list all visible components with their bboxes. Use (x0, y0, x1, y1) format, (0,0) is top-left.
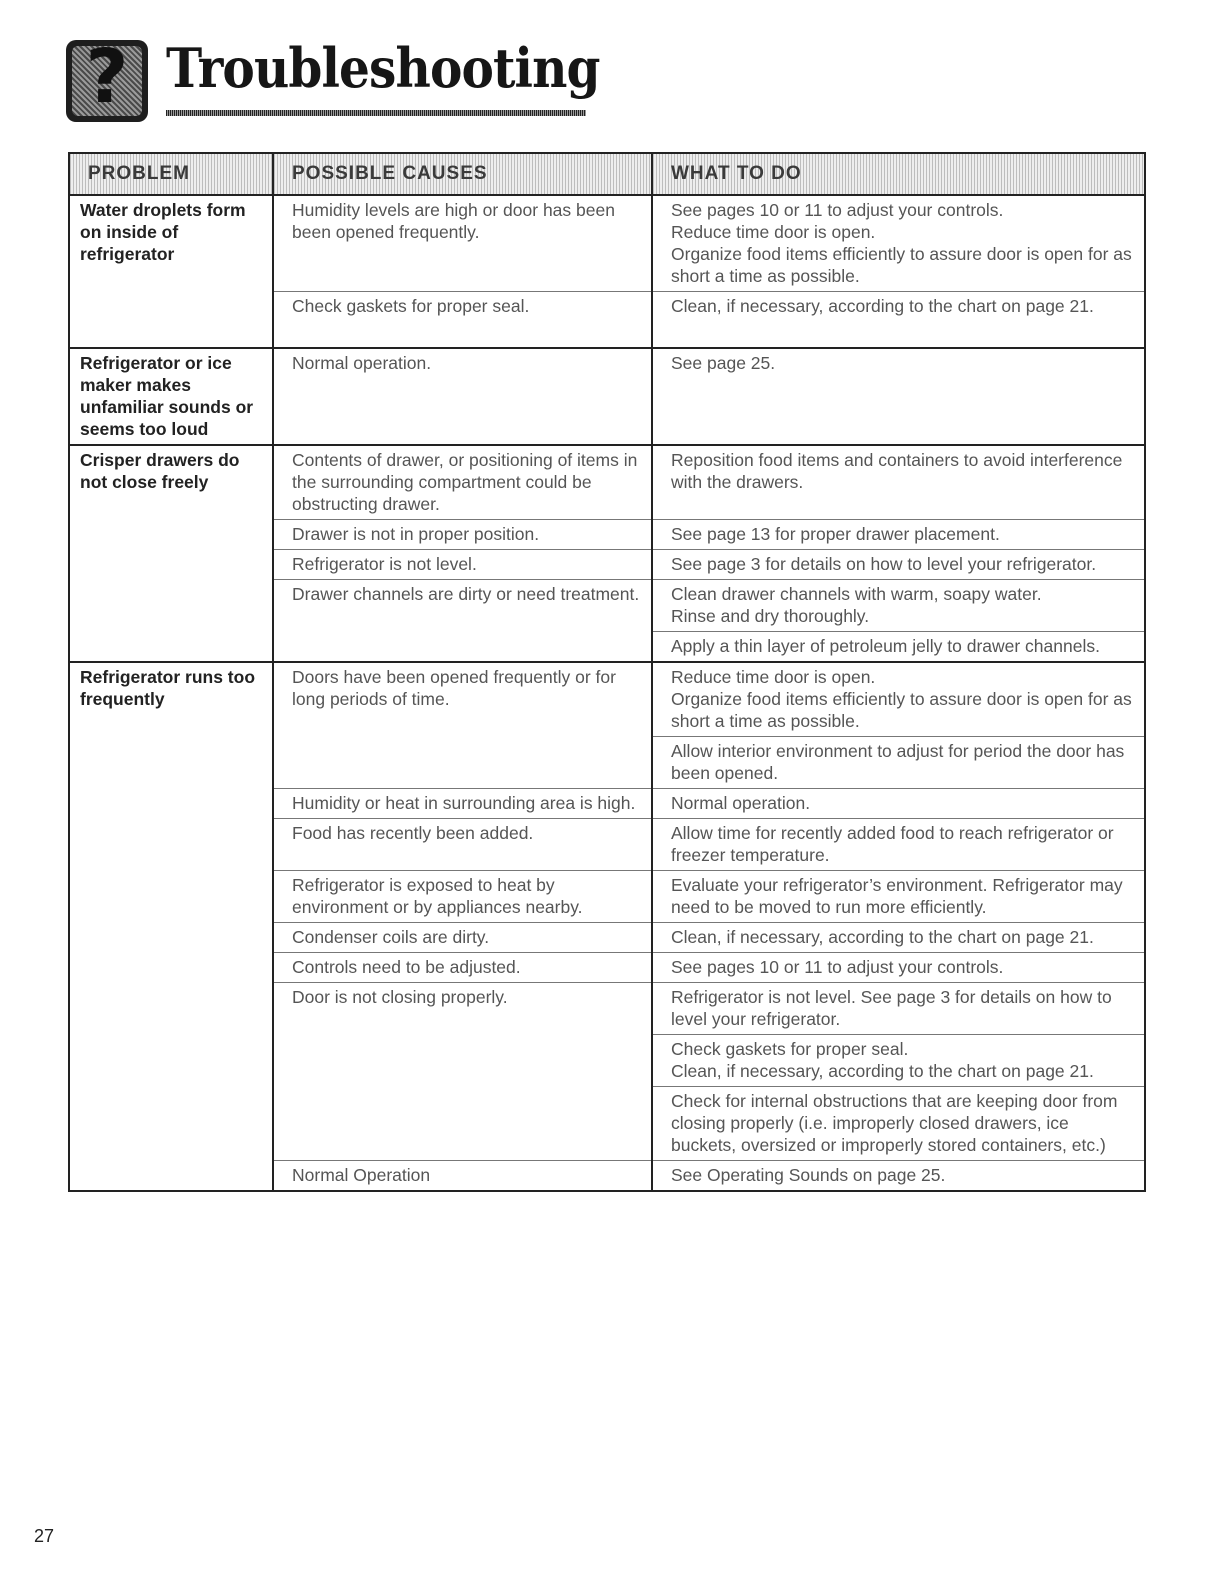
table-row (69, 445, 1145, 520)
todo-cell: Refrigerator is not level. See page 3 for details on how to level your refrigerator. (652, 983, 1145, 1035)
table-row (69, 348, 1145, 445)
cause-cell: Normal operation. (273, 348, 652, 445)
cause-cell: Refrigerator is exposed to heat by environment or by appliances nearby. (273, 871, 652, 923)
page-number: 27 (34, 1526, 55, 1546)
cause-cell: Check gaskets for proper seal. (273, 292, 652, 349)
page-header (66, 34, 600, 124)
column-header-todo: WHAT TO DO (652, 153, 1145, 195)
todo-cell: Reduce time door is open. Organize food items efficiently to assure door is open for as short a time as possible. (652, 662, 1145, 737)
title-underline (166, 110, 586, 116)
todo-cell: See page 13 for proper drawer placement. (652, 520, 1145, 550)
todo-cell: Allow interior environment to adjust for period the door has been opened. (652, 737, 1145, 789)
table-row (69, 662, 1145, 737)
problem-cell: Crisper drawers do not close freely (69, 445, 273, 662)
cause-cell: Contents of drawer, or positioning of items in the surrounding compartment could be obstructing drawer. (273, 445, 652, 520)
table-row (69, 195, 1145, 292)
page-title: Troubleshooting (166, 36, 600, 100)
cause-cell: Humidity or heat in surrounding area is high. (273, 789, 652, 819)
problem-cell: Water droplets form on inside of refrigerator (69, 195, 273, 348)
todo-cell: See page 3 for details on how to level your refrigerator. (652, 550, 1145, 580)
cause-cell: Food has recently been added. (273, 819, 652, 871)
todo-cell: Apply a thin layer of petroleum jelly to drawer channels. (652, 632, 1145, 663)
column-header-causes: POSSIBLE CAUSES (273, 153, 652, 195)
cause-cell: Door is not closing properly. (273, 983, 652, 1161)
cause-cell: Drawer channels are dirty or need treatment. (273, 580, 652, 663)
question-mark-icon: ? (66, 40, 148, 122)
cause-cell: Normal Operation (273, 1161, 652, 1192)
cause-cell: Controls need to be adjusted. (273, 953, 652, 983)
todo-cell: Clean drawer channels with warm, soapy water. Rinse and dry thoroughly. (652, 580, 1145, 632)
todo-cell: Normal operation. (652, 789, 1145, 819)
problem-cell: Refrigerator or ice maker makes unfamiliar sounds or seems too loud (69, 348, 273, 445)
todo-cell: Reposition food items and containers to avoid interference with the drawers. (652, 445, 1145, 520)
todo-cell: Check gaskets for proper seal. Clean, if necessary, according to the chart on page 21. (652, 1035, 1145, 1087)
troubleshooting-table (68, 152, 1146, 1192)
todo-cell: See pages 10 or 11 to adjust your controls. Reduce time door is open. Organize food items efficiently to assure door is open for as short a time as possible. (652, 195, 1145, 292)
todo-cell: See Operating Sounds on page 25. (652, 1161, 1145, 1192)
cause-cell: Condenser coils are dirty. (273, 923, 652, 953)
column-header-problem: PROBLEM (69, 153, 273, 195)
cause-cell: Drawer is not in proper position. (273, 520, 652, 550)
todo-cell: See page 25. (652, 348, 1145, 445)
todo-cell: Evaluate your refrigerator’s environment. Refrigerator may need to be moved to run more efficiently. (652, 871, 1145, 923)
todo-cell: Check for internal obstructions that are keeping door from closing properly (i.e. improperly closed drawers, ice buckets, oversized or improperly stored containers, etc.) (652, 1087, 1145, 1161)
todo-cell: Allow time for recently added food to reach refrigerator or freezer temperature. (652, 819, 1145, 871)
todo-cell: See pages 10 or 11 to adjust your controls. (652, 953, 1145, 983)
cause-cell: Humidity levels are high or door has been been opened frequently. (273, 195, 652, 292)
cause-cell: Refrigerator is not level. (273, 550, 652, 580)
cause-cell: Doors have been opened frequently or for long periods of time. (273, 662, 652, 789)
todo-cell: Clean, if necessary, according to the chart on page 21. (652, 923, 1145, 953)
table-header-row (69, 153, 1145, 195)
todo-cell: Clean, if necessary, according to the chart on page 21. (652, 292, 1145, 349)
problem-cell: Refrigerator runs too frequently (69, 662, 273, 1191)
